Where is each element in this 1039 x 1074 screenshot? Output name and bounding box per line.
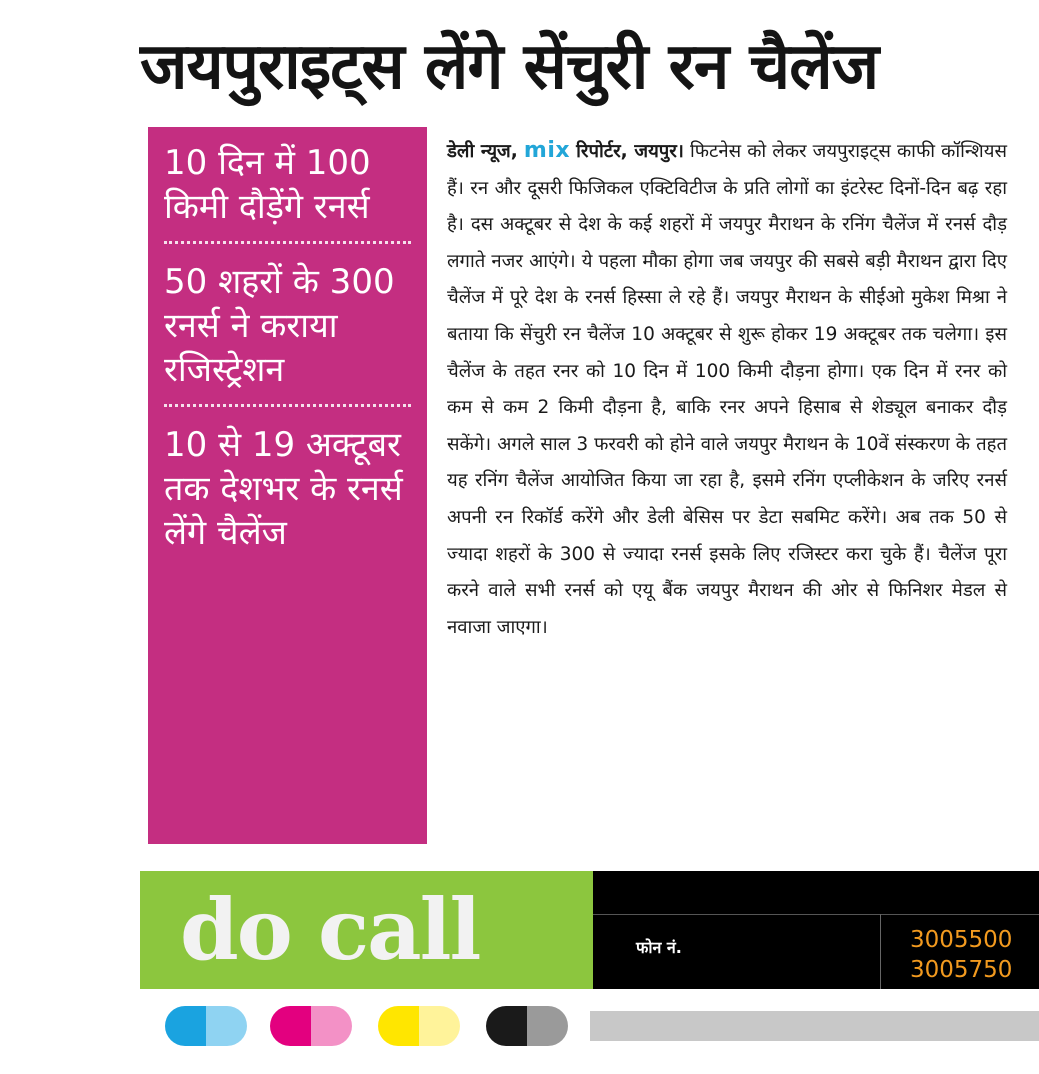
grey-print-bar xyxy=(590,1011,1039,1041)
dateline-prefix: डेली न्यूज, xyxy=(447,141,518,162)
phone-panel-rule xyxy=(593,914,1039,915)
phone-panel-divider xyxy=(880,914,881,989)
phone-number-1: 3005500 xyxy=(910,927,1013,953)
black-swatch xyxy=(486,1006,568,1046)
magenta-swatch xyxy=(270,1006,352,1046)
highlights-box xyxy=(148,127,427,844)
do-call-green-panel xyxy=(140,871,593,989)
dotted-divider xyxy=(164,404,411,407)
do-call-banner xyxy=(140,871,1039,989)
do-call-logo: do call xyxy=(180,880,480,979)
article-body xyxy=(447,133,1007,855)
dotted-divider xyxy=(164,241,411,244)
yellow-swatch xyxy=(378,1006,460,1046)
dateline-suffix: रिपोर्टर, जयपुर। xyxy=(576,141,684,162)
phone-label: फोन नं. xyxy=(636,938,682,957)
phone-number-2: 3005750 xyxy=(910,957,1013,983)
highlight-1: 10 दिन में 100 किमी दौड़ेंगे रनर्स xyxy=(164,143,371,227)
mix-logo: mix xyxy=(523,138,571,163)
cyan-swatch xyxy=(165,1006,247,1046)
article-text: फिटनेस को लेकर जयपुराइट्स काफी कॉन्शियस हैं। रन और दूसरी फिजिकल एक्टिविटीज के प्रति लोगों का इंटरेस्ट दिनों-दिन बढ़ रहा है। दस अक्टूबर से देश के कई शहरों में जयपुर मैराथन के रनिंग चैलेंज में रनर्स दौड़ लगाते नजर आएंगे। ये पहला मौका होगा जब जयपुर की सबसे बड़ी मैराथन द्वारा दिए चैलेंज में पूरे देश के रनर्स हिस्सा ले रहे हैं। जयपुर मैराथन के सीईओ मुकेश मिश्रा ने बताया कि सेंचुरी रन चैलेंज 10 अक्टूबर से शुरू होकर 19 अक्टूबर तक चलेगा। इस चैलेंज के तहत रनर को 10 दिन में 100 किमी दौड़ना होगा। एक दिन में रनर को कम से कम 2 किमी दौड़ना है, बाकि रनर अपने हिसाब से शेड्यूल बनाकर दौड़ सकेंगे। अगले साल 3 फरवरी को होने वाले जयपुर मैराथन के 10वें संस्करण के तहत यह रनिंग चैलेंज आयोजित किया जा रहा है, इसमे रनिंग एप्लीकेशन के जरिए रनर्स अपनी रन रिकॉर्ड करेंगे और डेली बेसिस पर डेटा सबमिट करेंगे। अब तक 50 से ज्यादा शहरों के 300 से ज्यादा रनर्स इसके लिए रजिस्टर करा चुके हैं। चैलेंज पूरा करने वाले सभी रनर्स को एयू बैंक जयपुर मैराथन की ओर से फिनिशर मेडल से नवाजा जाएगा। xyxy=(447,141,1007,638)
highlight-3: 10 से 19 अक्टूबर तक देशभर के रनर्स लेंगे चैलेंज xyxy=(164,425,403,553)
headline: जयपुराइट्स लेंगे सेंचुरी रन चैलेंज xyxy=(140,30,879,104)
highlight-2: 50 शहरों के 300 रनर्स ने कराया रजिस्ट्रेशन xyxy=(164,262,395,390)
